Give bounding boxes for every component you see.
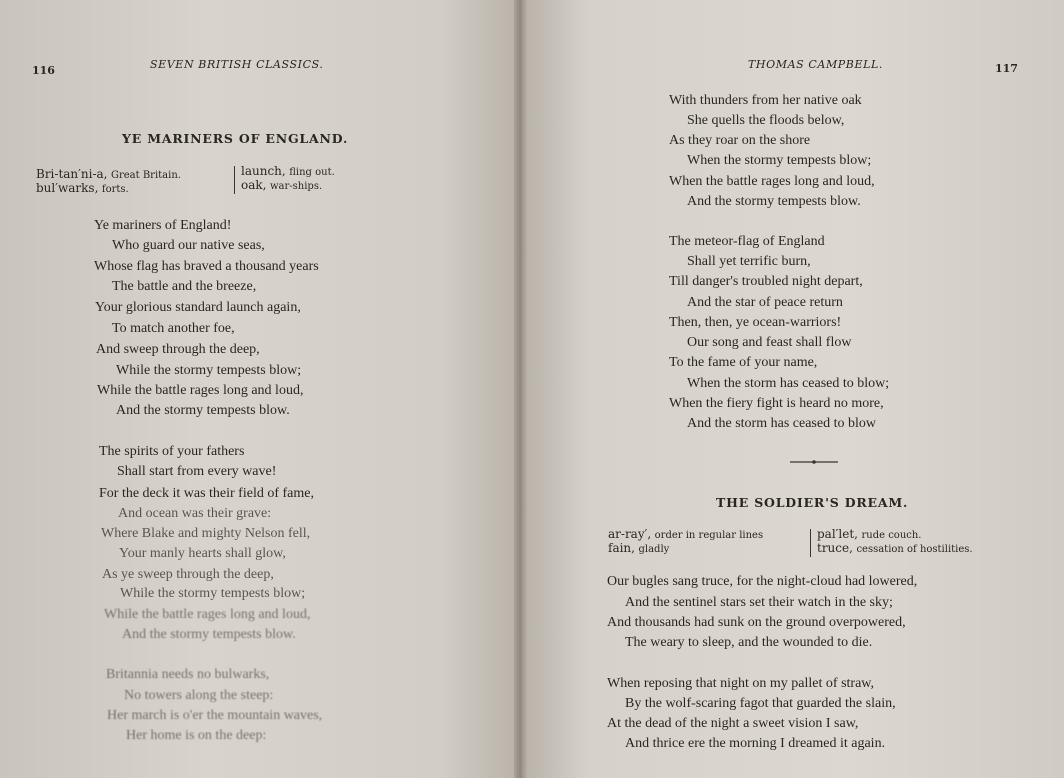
verse-line: When reposing that night on my pallet of straw, [607,676,874,691]
gloss-headword: fain, [608,541,635,555]
verse-line: Her march is o'er the mountain waves, [107,708,323,723]
verse-line: No towers along the steep: [124,688,274,703]
verse-line: When the fiery fight is heard no more, [669,396,884,411]
verse-line: When the battle rages long and loud, [669,174,875,189]
page-number-left: 116 [32,64,55,77]
verse-line: Your manly hearts shall glow, [119,546,286,561]
verse-line: For the deck it was their field of fame, [99,486,314,501]
verse-line: At the dead of the night a sweet vision I saw, [607,716,859,731]
gloss-headword: oak, [241,178,267,192]
gloss-definition: fling out. [289,167,335,178]
gloss-entry [608,542,763,556]
verse-line: And ocean was their grave: [118,506,272,521]
verse-line: As they roar on the shore [669,133,811,148]
verse-line: And thousands had sunk on the ground overpowered, [607,615,906,630]
gloss-headword: truce, [817,541,853,555]
verse-line: And the stormy tempests blow. [122,627,296,642]
glossary-left-col1 [36,168,181,196]
gloss-headword: ar-ray′, [608,527,652,541]
gloss-entry [36,168,181,182]
verse-line: And the stormy tempests blow. [116,403,290,418]
gloss-entry [608,528,763,542]
poem-title-soldiers-dream: THE SOLDIER'S DREAM. [716,495,909,510]
verse-line: While the battle rages long and loud, [104,607,311,622]
verse-line: The meteor-flag of England [669,234,825,249]
verse-line: And thrice ere the morning I dreamed it again. [625,736,886,751]
verse-line: Shall start from every wave! [117,464,277,479]
verse-line: And the stormy tempests blow. [687,194,861,209]
verse-line: Then, then, ye ocean-warriors! [669,315,842,330]
verse-line: Where Blake and mighty Nelson fell, [101,526,311,541]
gloss-definition: order in regular lines [654,530,764,541]
verse-line: She quells the floods below, [687,113,845,128]
verse-line: And sweep through the deep, [96,342,260,357]
verse-line: And the star of peace return [687,295,843,310]
verse-line: By the wolf-scaring fagot that guarded the slain, [625,696,896,711]
verse-line: To the fame of your name, [669,355,818,370]
gloss-entry [817,542,973,556]
verse-line: As ye sweep through the deep, [102,567,274,582]
gloss-headword: pal′let, [817,527,858,541]
glossary-left-col2 [241,165,335,193]
glossary-right-col1 [608,528,763,556]
verse-line: Ye mariners of England! [94,218,232,233]
verse-line: And the sentinel stars set their watch in the sky; [625,595,893,610]
gloss-definition: forts. [101,184,129,195]
verse-line: When the storm has ceased to blow; [687,376,890,391]
verse-line: Our bugles sang truce, for the night-cloud had lowered, [607,574,918,589]
gloss-entry [241,165,335,179]
verse-line: To match another foe, [112,321,235,336]
gloss-definition: cessation of hostilities. [856,544,973,555]
gloss-divider [234,166,235,194]
gloss-headword: launch, [241,164,286,178]
verse-line: With thunders from her native oak [669,93,862,108]
verse-line: Britannia needs no bulwarks, [106,667,270,682]
verse-line: Our song and feast shall flow [687,335,852,350]
book-gutter [514,0,528,778]
gloss-definition: rude couch. [861,530,922,541]
verse-line: Till danger's troubled night depart, [669,274,863,289]
gloss-entry [241,179,335,193]
verse-line: Whose flag has braved a thousand years [94,259,319,274]
poem-title-mariners: YE MARINERS OF ENGLAND. [122,131,349,146]
gloss-divider [810,529,811,557]
verse-line: While the stormy tempests blow; [116,363,302,378]
glossary-right-col2 [817,528,973,556]
gloss-entry [36,182,181,196]
gloss-definition: gladly [638,544,670,555]
gloss-headword: bul′warks, [36,181,99,195]
verse-line: Who guard our native seas, [112,238,265,253]
page-number-right: 117 [995,62,1018,75]
verse-line: While the battle rages long and loud, [97,383,304,398]
running-head-right: THOMAS CAMPBELL. [748,58,884,71]
gloss-entry [817,528,973,542]
section-ornament [790,460,838,464]
running-head-left: SEVEN BRITISH CLASSICS. [150,58,324,71]
verse-line: Your glorious standard launch again, [95,300,301,315]
verse-line: The battle and the breeze, [112,279,257,294]
gloss-definition: war-ships. [269,181,323,192]
verse-line: Her home is on the deep: [126,728,267,743]
verse-line: Shall yet terrific burn, [687,254,811,269]
verse-line: While the stormy tempests blow; [120,586,306,601]
gloss-headword: Bri-tan′ni-a, [36,167,108,181]
verse-line: And the storm has ceased to blow [687,416,876,431]
verse-line: The spirits of your fathers [99,444,245,459]
gloss-definition: Great Britain. [110,170,181,181]
verse-line: The weary to sleep, and the wounded to die. [625,635,873,650]
verse-line: When the stormy tempests blow; [687,153,872,168]
